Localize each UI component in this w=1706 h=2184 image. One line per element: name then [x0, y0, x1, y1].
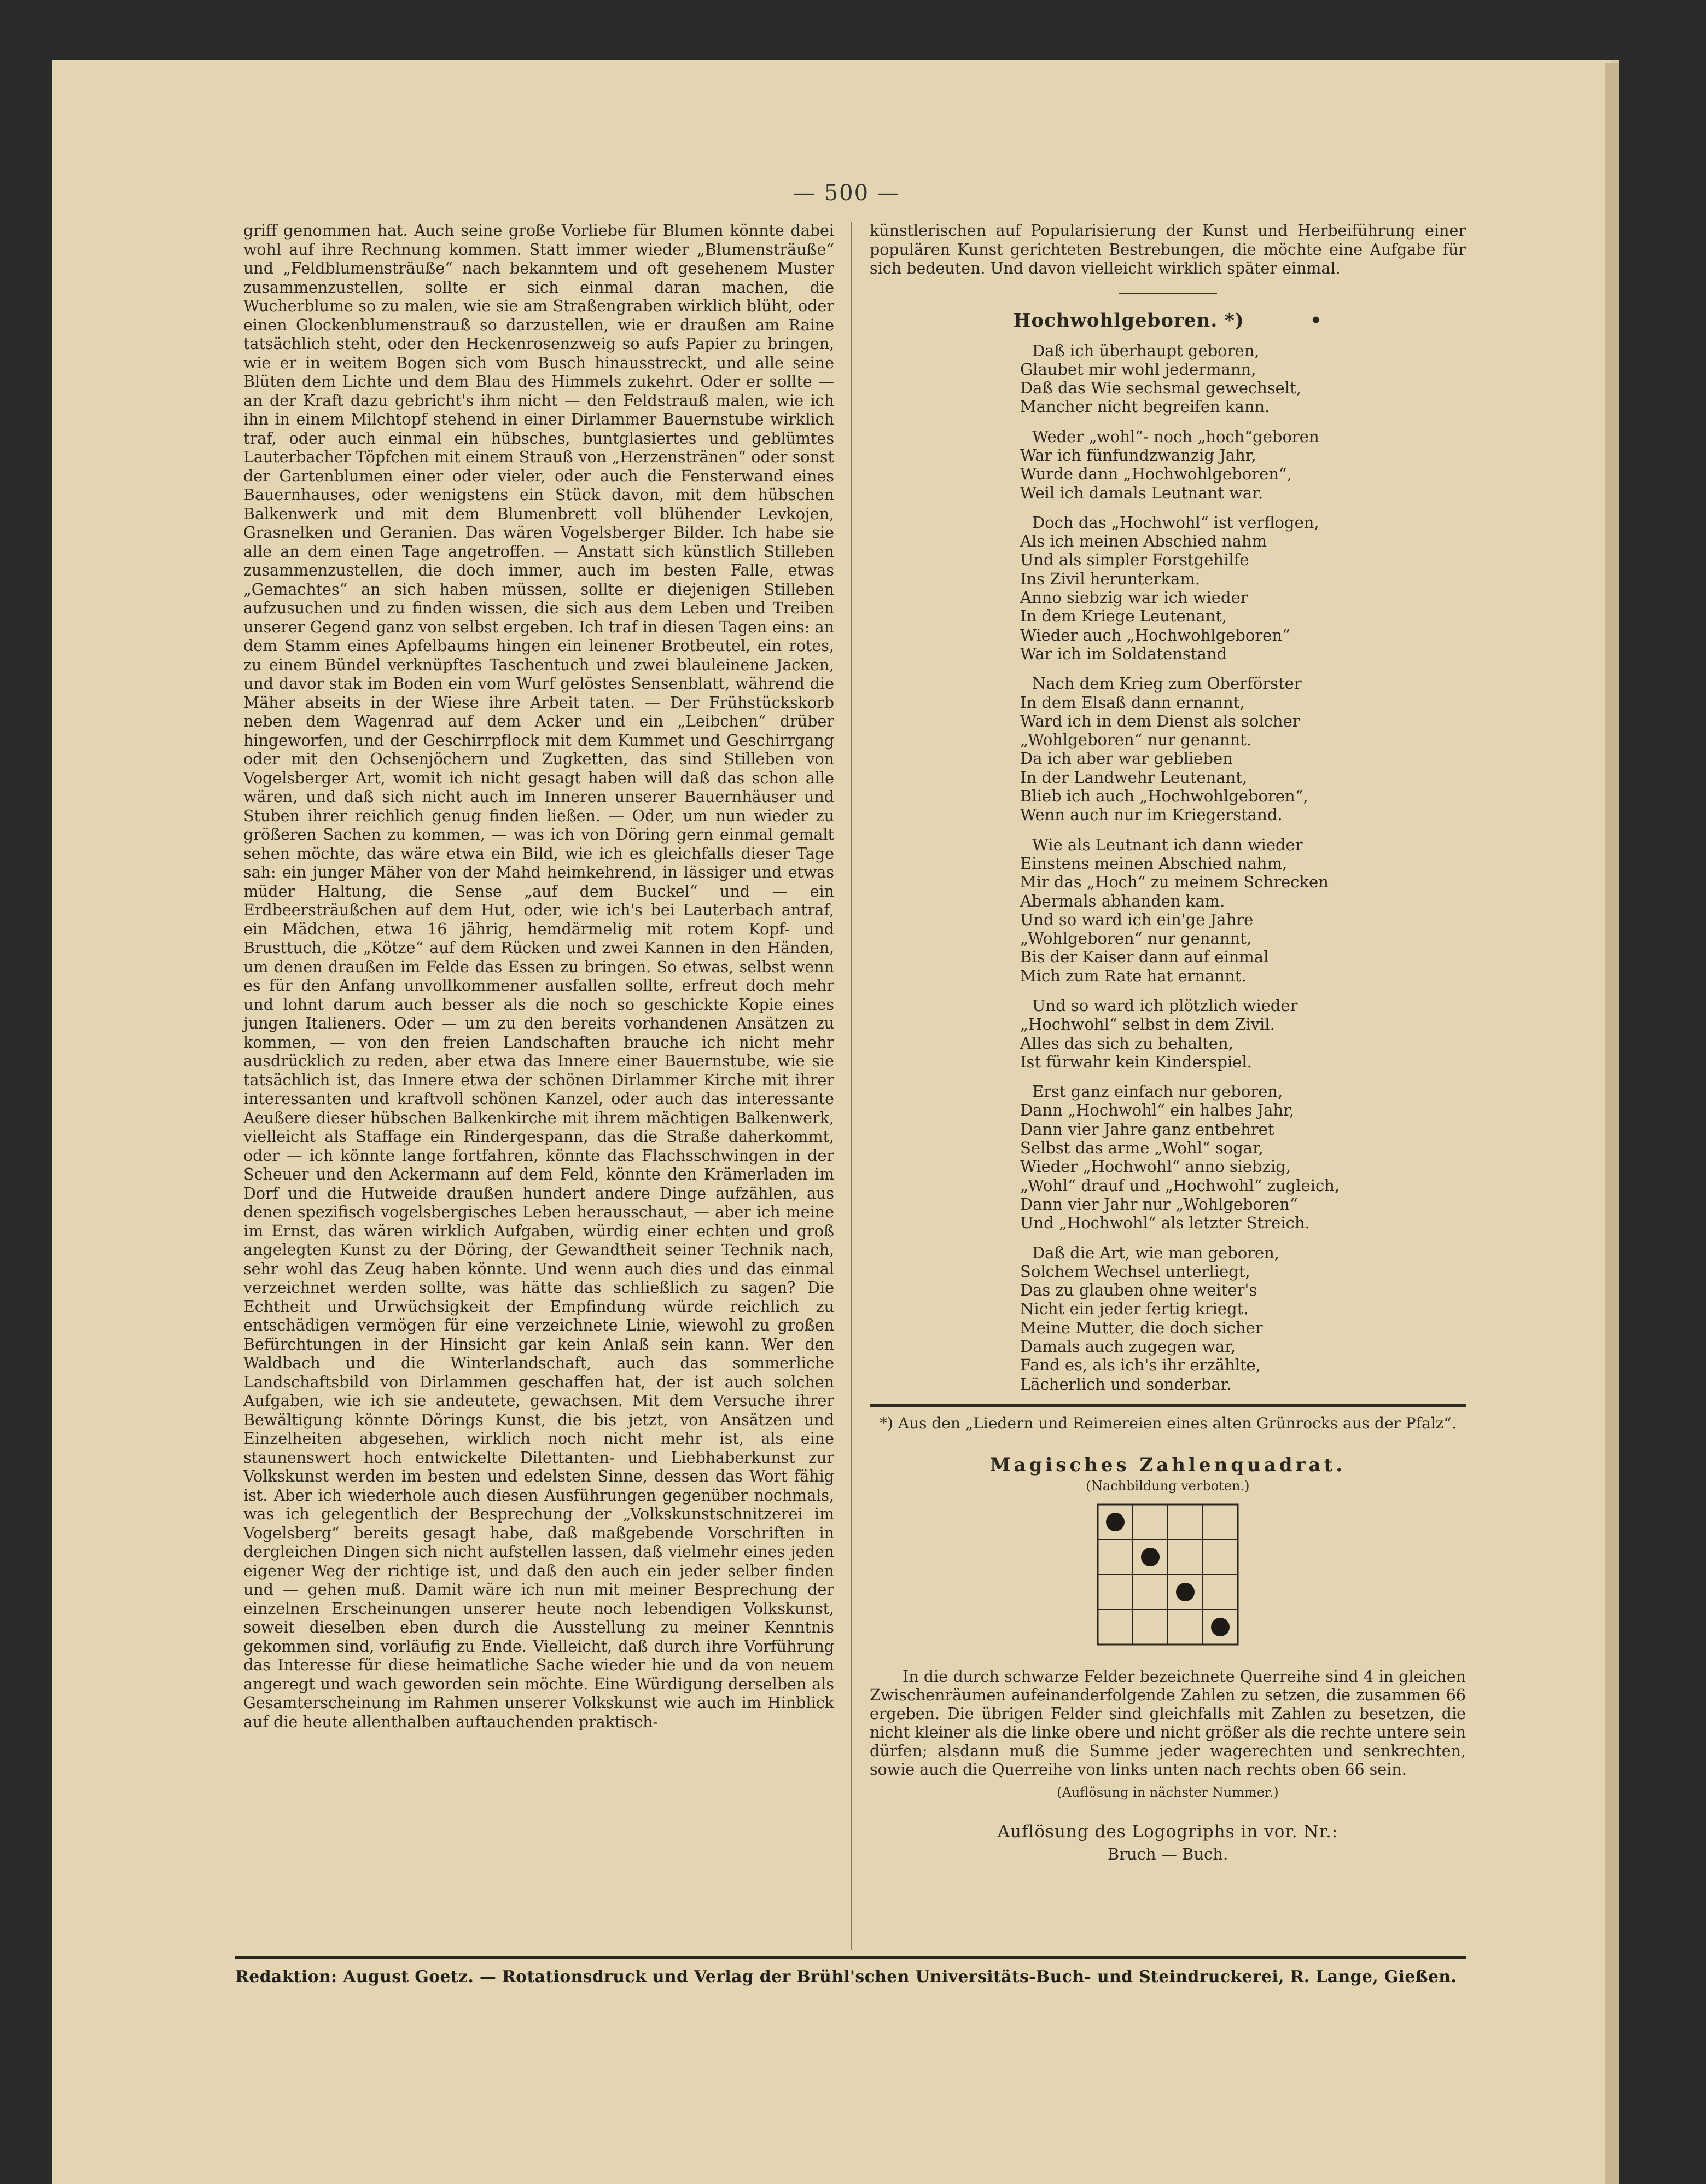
- poem-line: Und als simpler Forstgehilfe: [1020, 550, 1249, 570]
- poem-title-text: Hochwohlgeboren. *): [1013, 309, 1244, 332]
- poem-line: Einstens meinen Abschied nahm,: [1020, 853, 1288, 873]
- poem-line: Dann „Hochwohl“ ein halbes Jahr,: [1020, 1101, 1294, 1120]
- solution-hint: (Auflösung in nächster Nummer.): [1057, 1784, 1279, 1800]
- scan-border-top: [0, 0, 1706, 60]
- column-divider: [851, 222, 852, 1950]
- poem-line: Nicht ein jeder fertig kriegt.: [1020, 1299, 1249, 1318]
- poem-stanza: [1020, 996, 1466, 1071]
- poem-line: Dann vier Jahre ganz entbehret: [1020, 1119, 1274, 1139]
- poem-line: Erst ganz einfach nur geboren,: [1032, 1082, 1283, 1101]
- poem-line: Anno siebzig war ich wieder: [1020, 588, 1248, 607]
- poem-line: Dann vier Jahr nur „Wohlgeboren“: [1020, 1194, 1298, 1213]
- poem-line: Wieder auch „Hochwohlgeboren“: [1020, 625, 1290, 644]
- poem-line: „Wohl“ drauf und „Hochwohl“ zugleich,: [1020, 1176, 1340, 1195]
- poem-line: Und „Hochwohl“ als letzter Streich.: [1020, 1213, 1310, 1233]
- poem-line: „Wohlgeboren“ nur genannt,: [1020, 929, 1252, 948]
- poem-line: Daß ich überhaupt geboren,: [1032, 341, 1260, 360]
- black-field-marker: [1141, 1548, 1160, 1566]
- poem-line: Doch das „Hochwohl“ ist verflogen,: [1032, 513, 1319, 532]
- footnote-rule: [870, 1404, 1466, 1407]
- poem-line: Selbst das arme „Wohl“ sogar,: [1020, 1139, 1264, 1158]
- poem-line: Mir das „Hoch“ zu meinem Schrecken: [1020, 873, 1329, 892]
- poem-line: Solchem Wechsel unterliegt,: [1020, 1262, 1250, 1281]
- poem-line: Und so ward ich plötzlich wieder: [1032, 996, 1298, 1015]
- imprint: Redaktion: August Goetz. — Rotationsdruck und Verlag der Brühl'schen Universitäts-Buch- und Steindruckerei, R. Lange, Gießen.: [235, 1967, 1457, 1986]
- poem-line: Und so ward ich ein'ge Jahre: [1020, 910, 1254, 929]
- poem-line: Bis der Kaiser dann auf einmal: [1020, 948, 1269, 967]
- article-continuation: [243, 222, 834, 1732]
- poem-stanza: [1020, 341, 1466, 416]
- puzzle-title: Magisches Zahlenquadrat.: [989, 1454, 1346, 1476]
- poem-line: Ist fürwahr kein Kinderspiel.: [1020, 1052, 1252, 1071]
- poem-line: Weil ich damals Leutnant war.: [1020, 483, 1264, 502]
- poem-line: Abermals abhanden kam.: [1020, 891, 1225, 910]
- poem-line: In der Landwehr Leutenant,: [1020, 768, 1248, 787]
- poem-line: War ich fünfundzwanzig Jahr,: [1020, 445, 1256, 464]
- logogriph-solution-title: Auflösung des Logogriphs in vor. Nr.:: [997, 1821, 1338, 1842]
- page-number: — 500 —: [793, 181, 900, 206]
- poem-line: Damals auch zugegen war,: [1020, 1337, 1236, 1356]
- poem-line: Wieder „Hochwohl“ anno siebzig,: [1020, 1157, 1291, 1176]
- puzzle-description: In die durch schwarze Felder bezeichnete Querreihe sind 4 in gleichen Zwischenräumen aufeinanderfolgende Zahlen zu setzen, die zusammen 66 ergeben. Die übrigen Felder sind gleichfalls mit Zahlen zu besetzen, die nicht kleiner als die linke obere und nicht größer als die rechte untere sein dürfen; alsdann muß die Summe jeder wagerechten und senkrechten, sowie auch die Querreihe von links unten nach rechts oben 66 sein.: [870, 1667, 1466, 1779]
- black-field-marker: [1106, 1513, 1125, 1531]
- poem-stanza: [1020, 835, 1466, 985]
- poem-line: Alles das sich zu behalten,: [1020, 1033, 1233, 1053]
- poem-line: Wie als Leutnant ich dann wieder: [1032, 835, 1303, 854]
- magic-square-svg: [1097, 1503, 1239, 1646]
- poem-stanza: [1020, 1244, 1466, 1393]
- poem-stanza: [1020, 427, 1466, 502]
- poem-stanza: [1020, 1082, 1466, 1232]
- poem-line: Wenn auch nur im Kriegerstand.: [1020, 805, 1283, 824]
- poem-line: Lächerlich und sonderbar.: [1020, 1374, 1232, 1393]
- poem-line: War ich im Soldatenstand: [1020, 644, 1227, 663]
- scan-border-right: [1619, 0, 1706, 2184]
- poem-line: In dem Elsaß dann ernannt,: [1020, 693, 1245, 712]
- magic-square-grid: [1097, 1503, 1239, 1646]
- logogriph-solution-answer: Bruch — Buch.: [1107, 1844, 1228, 1863]
- right-column: [870, 222, 1466, 1950]
- poem-line: Wurde dann „Hochwohlgeboren“,: [1020, 464, 1292, 484]
- scan-border-left: [0, 0, 52, 2184]
- poem-line: Das zu glauben ohne weiter's: [1020, 1281, 1257, 1300]
- section-divider: [1119, 293, 1217, 294]
- poem-line: Weder „wohl“- noch „hoch“geboren: [1032, 427, 1319, 446]
- poem-line: Mancher nicht begreifen kann.: [1020, 397, 1270, 416]
- poem-line: In dem Kriege Leutenant,: [1020, 607, 1227, 626]
- poem-title: [870, 310, 1466, 332]
- poem-line: Als ich meinen Abschied nahm: [1020, 532, 1267, 551]
- poem-line: Meine Mutter, die doch sicher: [1020, 1318, 1263, 1337]
- puzzle-subtitle: (Nachbildung verboten.): [1086, 1478, 1250, 1494]
- poem-footnote: *) Aus den „Liedern und Reimereien eines alten Grünrocks aus der Pfalz“.: [880, 1414, 1457, 1432]
- poem-line: Daß die Art, wie man geboren,: [1032, 1243, 1280, 1262]
- poem: [870, 341, 1466, 1393]
- left-column: [243, 222, 834, 1950]
- poem-line: Blieb ich auch „Hochwohlgeboren“,: [1020, 787, 1308, 806]
- poem-stanza: [1020, 674, 1466, 824]
- poem-line: Da ich aber war geblieben: [1020, 749, 1233, 768]
- poem-line: Daß das Wie sechsmal gewechselt,: [1020, 379, 1301, 398]
- article-paragraph: griff genommen hat. Auch seine große Vorliebe für Blumen könnte dabei wohl auf ihre Rechnung kommen. Statt immer wieder „Blumensträuße“ und „Feldblumensträuße“ nach bekanntem und oft gesehenem Muster zusammenzustellen, sollte er sich einmal daran machen, die Wucherblume so zu malen, wie sie am Straßengraben wirklich blüht, oder einen Glockenblumenstrauß so darzustellen, wie er draußen am Raine tatsächlich steht, oder den Heckenrosenzweig so aufs Papier zu bringen, wie er in weitem Bogen sich vom Busch hinausstreckt, und alle seine Blüten dem Lichte und dem Blau des Himmels zukehrt. Oder er sollte — an der Kraft dazu gebricht's ihm nicht — den Feldstrauß malen, wie ich ihn in einem Milchtopf stehend in einer Dirlammer Bauernstube wirklich traf, oder auch einmal ein hübsches, buntglasiertes und geblümtes Lauterbacher Töpfchen mit einem Strauß von „Herzenstränen“ oder sonst der Gartenblumen einer oder vieler, oder auch die Fensterwand eines Bauernhauses, oder wenigstens ein Stück davon, mit dem hübschen Balkenwerk und mit dem Blumenbrett voll blühender Levkojen, Grasnelken und Geranien. Das wären Vogelsberger Bilder. Ich habe sie alle an dem einen Tage angetroffen. — Anstatt sich künstlich Stilleben zusammenzustellen, die doch immer, auch im besten Falle, etwas „Gemachtes“ an sich haben müssen, sollte er diejenigen Stilleben aufzusuchen und zu finden wissen, die sich aus dem Leben und Treiben unserer Gegend ganz von selbst ergeben. Ich traf in diesen Tagen eins: an dem Stamm eines Apfelbaums hingen ein leinener Brotbeutel, ein rotes, zu einem Bündel verknüpftes Taschentuch und zwei blauleinene Jacken, und davor stak im Boden ein vom Wurf gelöstes Sensenblatt, während die Mäher abseits in der Wiese ihre Arbeit taten. — Der Frühstückskorb neben dem Wagenrad auf dem Acker und ein „Leibchen“ drüber hingeworfen, und der Geschirrpflock mit dem Kummet und Geschirrgang oder mit den Ochsenjöchern und Zugketten, das sind Stilleben von Vogelsberger Art, womit ich nicht gesagt haben will daß das schon alle wären, und daß sich nicht auch im Inneren unserer Bauernhäuser und Stuben ihrer reichlich genug finden ließen. — Oder, um nun wieder zu größeren Sachen zu kommen, — was ich von Döring gern einmal gemalt sehen möchte, das wäre etwa ein Bild, wie ich es gleichfalls dieser Tage sah: ein junger Mäher von der Mahd heimkehrend, in lässiger und etwas müder Haltung, die Sense „auf dem Buckel“ und — ein Erdbeersträußchen auf dem Hut, oder, wie ich's bei Lauterbach antraf, ein Mädchen, etwa 16 jährig, hemdärmelig mit rotem Kopf- und Brusttuch, die „Kötze“ auf dem Rücken und zwei Kannen in den Händen, um denen draußen im Felde das Essen zu bringen. So etwas, selbst wenn es für den Anfang unvollkommener ausfallen sollte, erfreut doch mehr und lohnt darum auch besser als die noch so geschickte Kopie eines jungen Italieners. Oder — um zu den bereits vorhandenen Ansätzen zu kommen, — von den freien Landschaften brauche ich nicht mehr ausdrücklich zu reden, aber etwa das Innere einer Bauernstube, wie sie tatsächlich ist, das Innere etwa der schönen Dirlammer Kirche mit ihrer interessanten und kraftvoll schönen Kanzel, oder auch das interessante Aeußere dieser hübschen Balkenkirche mit ihrem mächtigen Balkenwerk, vielleicht als Staffage ein Rindergespann, das die Straße daherkommt, oder — ich könnte lange fortfahren, könnte das Flachsschwingen in der Scheuer und den Ackermann auf dem Feld, könnte den Krämerladen im Dorf und die Hutweide draußen hundert andere Dinge aufzählen, aus denen spezifisch vogelsbergisches Leben herausschaut, — aber ich meine im Ernst, das wären wirklich Aufgaben, würdig einer echten und groß angelegten Kunst zu der Döring, der Gewandtheit seiner Technik nach, sehr wohl das Zeug haben könnte. Und wenn auch dies und das einmal verzeichnet werden sollte, was hätte das schließlich zu sagen? Die Echtheit und Urwüchsigkeit der Empfindung würde reichlich zu entschädigen vermögen für eine verzeichnete Linie, wiewohl zu großen Befürchtungen in der Hinsicht gar kein Anlaß sein kann. Wer den Waldbach und die Winterlandschaft, auch das sommerliche Landschaftsbild von Dirlammen geschaffen hat, der ist auch solchen Aufgaben, wie ich sie andeutete, gewachsen. Mit dem Versuche ihrer Bewältigung könnte Dörings Kunst, die bis jetzt, von Ansätzen und Einzelheiten abgesehen, wirklich noch nicht mehr ist, als eine staunenswert hoch entwickelte Dilettanten- und Liebhaberkunst zur Volkskunst werden im besten und edelsten Sinne, dessen das Wort fähig ist. Aber ich wiederhole auch diesen Ausführungen gegenüber nochmals, was ich gelegentlich der Besprechung der „Volkskunstschnitzerei im Vogelsberg“ bereits gesagt habe, daß maßgebende Vorschriften in dergleichen Dingen sich nicht aufstellen lassen, daß vielmehr eines jeden eigener Weg der richtige ist, und daß den auch ein jeder selber finden und — gehen muß. Damit wäre ich nun mit meiner Besprechung der einzelnen Erscheinungen unserer heute noch lebendigen Volkskunst, soweit dieselben eben durch die Ausstellung zu meiner Kenntnis gekommen sind, vorläufig zu Ende. Vielleicht, daß durch ihre Vorführung das Interesse für diese heimatliche Sache wieder hie und da von neuem angeregt und wach geworden sein möchte. Eine Würdigung derselben als Gesamterscheinung im Rahmen unserer Volkskunst wie auch im Hinblick auf die heute allenthalben auftauchenden praktisch-: [243, 222, 834, 1731]
- poem-line: Glaubet mir wohl jedermann,: [1020, 359, 1256, 379]
- poem-line: Fand es, als ich's ihr erzählte,: [1020, 1356, 1261, 1375]
- black-field-marker: [1211, 1618, 1230, 1636]
- article-ending: künstlerischen auf Popularisierung der Kunst und Herbeiführung einer populären Kunst gerichteten Bestrebungen, die möchte eine Aufgabe für sich bedeuten. Und davon vielleicht wirklich später einmal.: [870, 222, 1466, 277]
- poem-line: Ward ich in dem Dienst als solcher: [1020, 711, 1300, 730]
- imprint-rule: [235, 1956, 1466, 1959]
- poem-stanza: [1020, 513, 1466, 663]
- poem-line: „Hochwohl“ selbst in dem Zivil.: [1020, 1015, 1275, 1034]
- poem-line: Ins Zivil herunterkam.: [1020, 569, 1201, 588]
- black-field-marker: [1176, 1583, 1195, 1601]
- poem-line: Mich zum Rate hat ernannt.: [1020, 966, 1247, 985]
- poem-line: Nach dem Krieg zum Oberförster: [1032, 674, 1302, 693]
- poem-line: „Wohlgeboren“ nur genannt.: [1020, 730, 1252, 750]
- ornament-dot: •: [1309, 309, 1323, 332]
